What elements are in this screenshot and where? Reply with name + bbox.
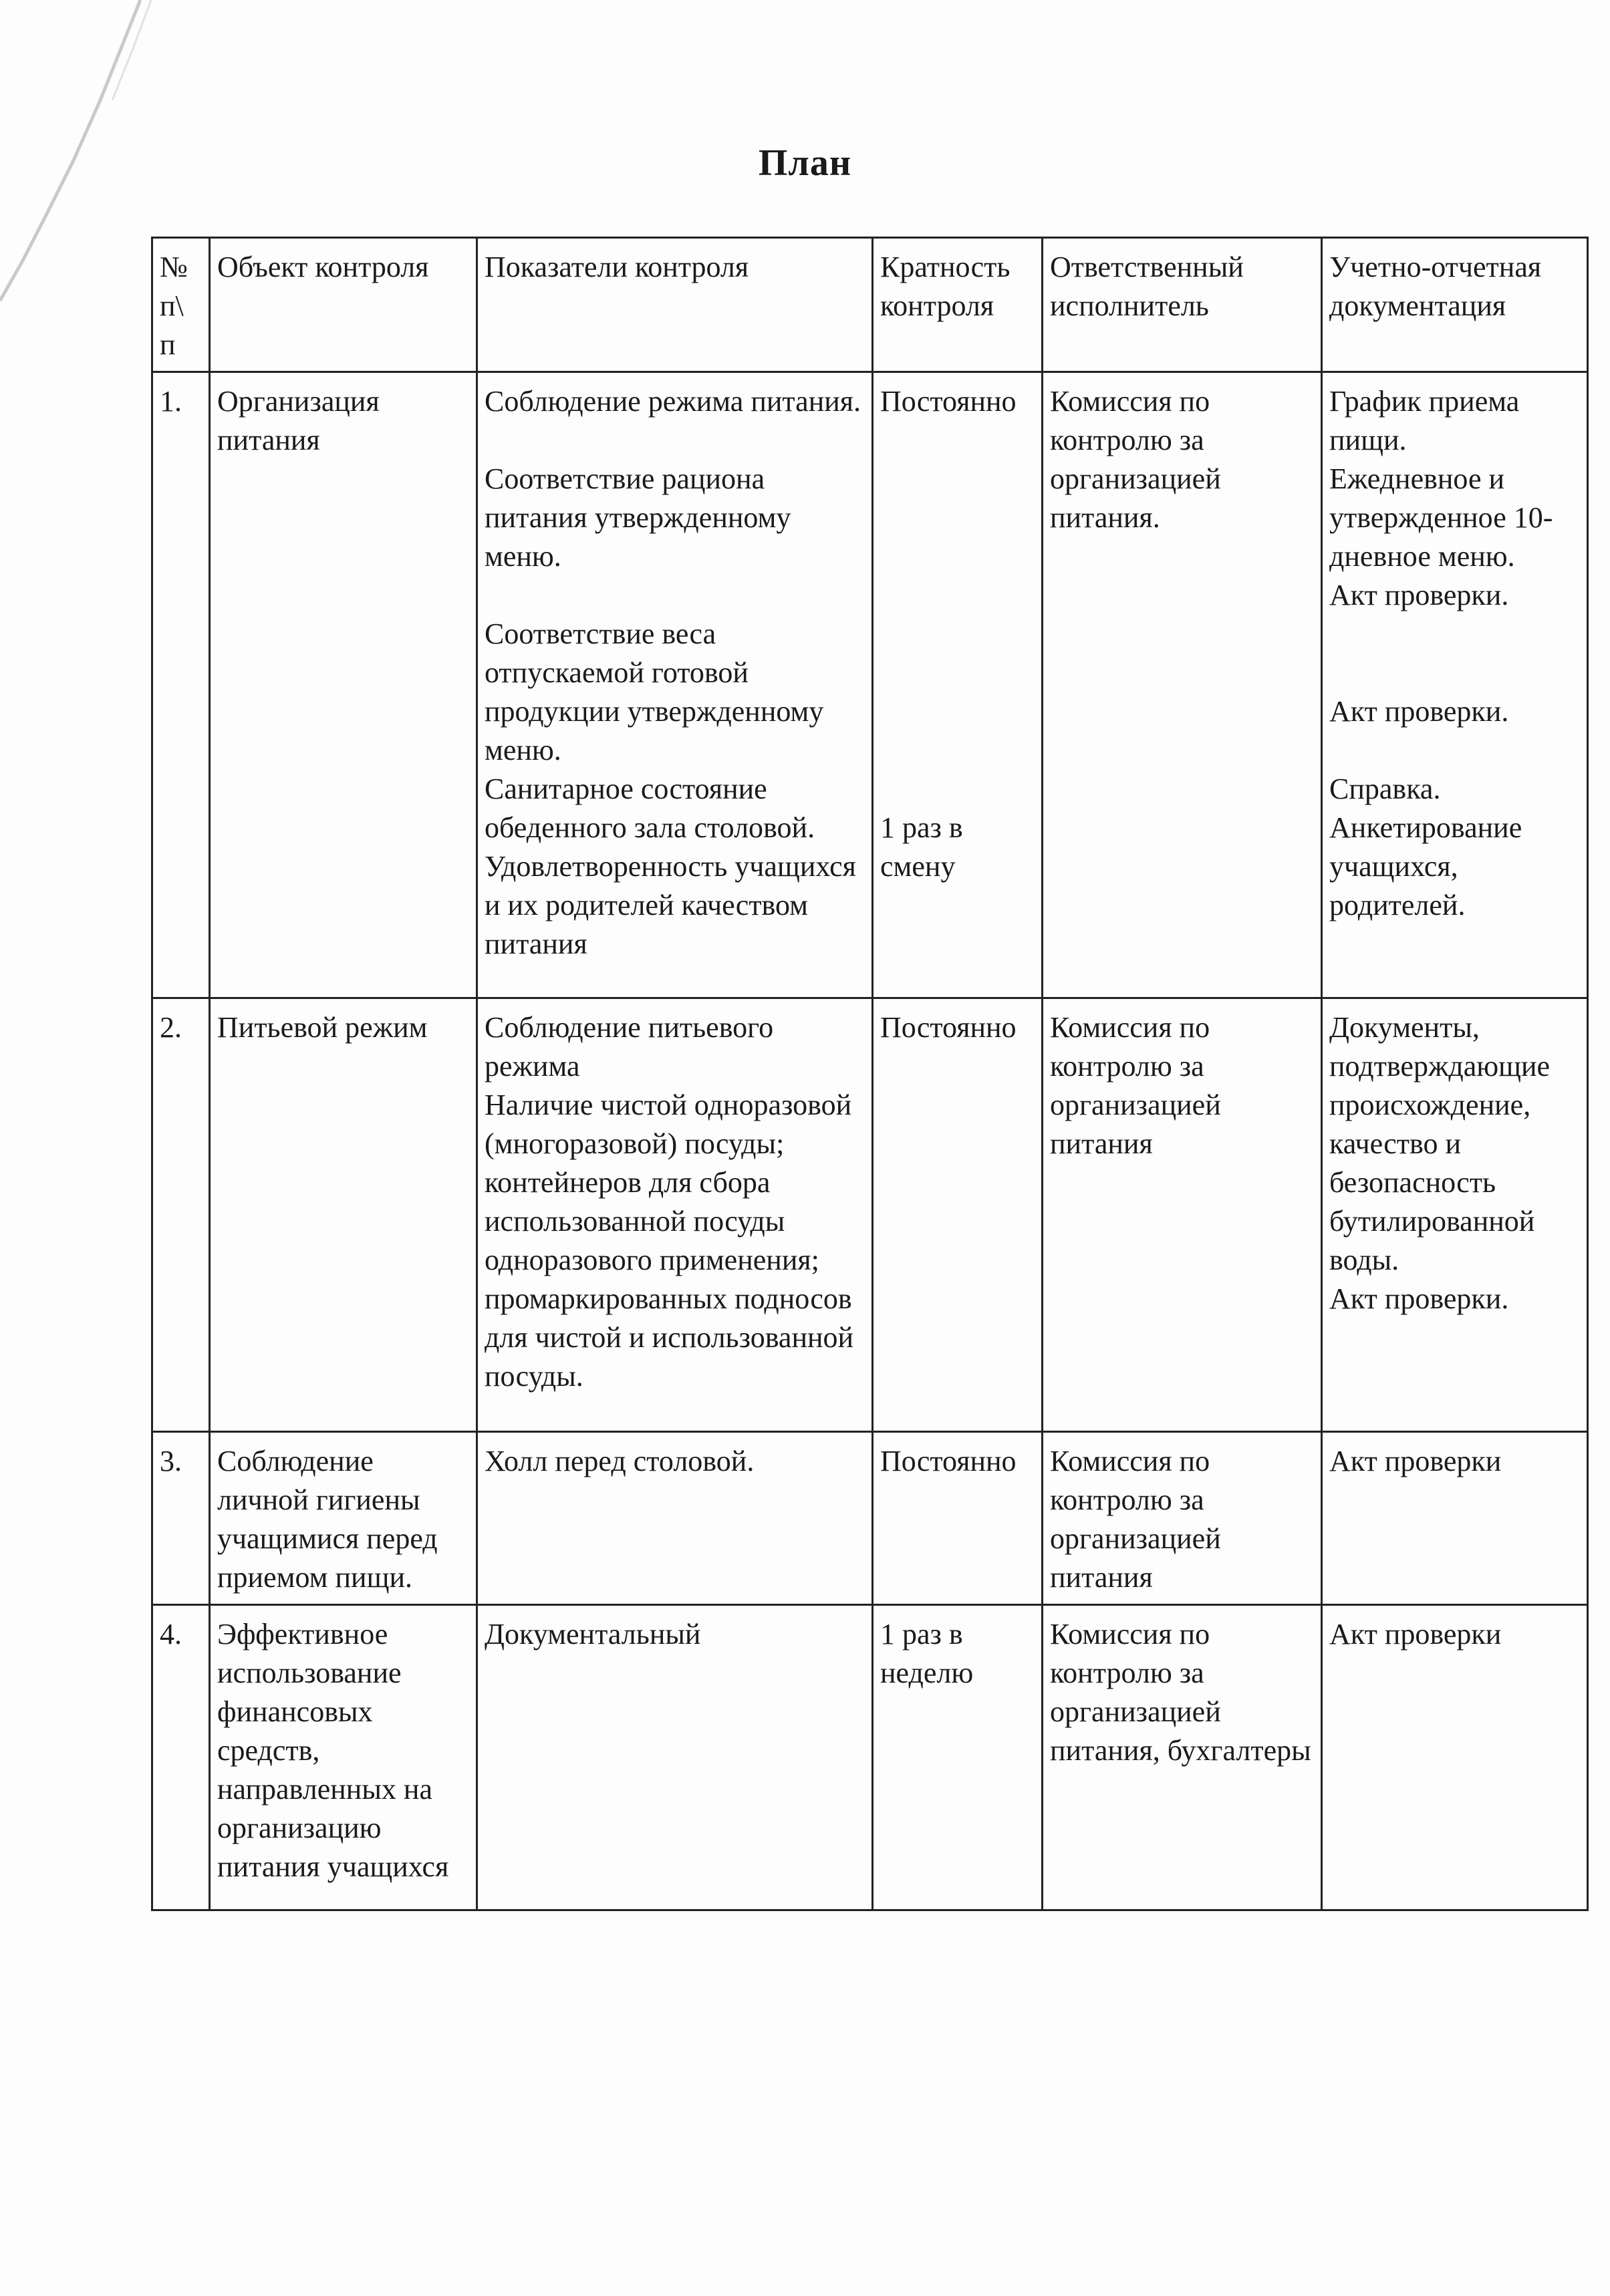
row-documentation: [1322, 1432, 1588, 1605]
row-number: 2.: [152, 998, 210, 1432]
frequency-text: 1 раз в смену: [880, 811, 963, 883]
indicator-text: Санитарное состояние обеденного зала столовой.: [485, 772, 815, 844]
indicator-text: Соблюдение режима питания.: [485, 385, 861, 418]
indicator-text: Соответствие рациона питания утвержденному меню.: [485, 462, 791, 573]
indicator-text: Холл перед столовой.: [485, 1445, 755, 1477]
frequency-text: 1 раз в неделю: [880, 1618, 974, 1689]
documentation-text: Ежедневное и утвержденное 10-дневное меню.: [1329, 462, 1553, 573]
indicator-text: Соответствие веса отпускаемой готовой продукции утвержденному меню.: [485, 617, 824, 766]
row-number: 1.: [152, 372, 210, 998]
row-documentation: [1322, 372, 1588, 998]
row-frequency: [873, 372, 1043, 998]
indicator-text: Наличие чистой одноразовой (многоразовой) посуды; контейнеров для сбора использованной посуды одноразового применения; промаркированных подносов для чистой и использованной посуды.: [485, 1089, 854, 1393]
row-object: Питьевой режим: [210, 998, 477, 1432]
documentation-text: Справка.: [1329, 772, 1441, 805]
row-indicators: [477, 1605, 873, 1910]
header-indicators: Показатели контроля: [477, 238, 873, 372]
documentation-text: График приема пищи.: [1329, 385, 1520, 456]
row-number: 3.: [152, 1432, 210, 1605]
row-frequency: [873, 1432, 1043, 1605]
row-responsible: Комиссия по контролю за организацией питания, бухгалтеры: [1043, 1605, 1322, 1910]
documentation-text: Документы, подтверждающие происхождение, качество и безопасность бутилированной воды.: [1329, 1011, 1551, 1276]
row-responsible: Комиссия по контролю за организацией питания: [1043, 1432, 1322, 1605]
indicator-text: Соблюдение питьевого режима: [485, 1011, 774, 1083]
table-row: [152, 998, 1588, 1432]
row-responsible: Комиссия по контролю за организацией питания: [1043, 998, 1322, 1432]
documentation-text: Акт проверки.: [1329, 695, 1509, 728]
row-object: Эффективное использование финансовых средств, направленных на организацию питания учащихся: [210, 1605, 477, 1910]
header-number: № п\ п: [152, 238, 210, 372]
table-row: [152, 1605, 1588, 1910]
documentation-text: Акт проверки.: [1329, 1282, 1509, 1315]
row-frequency: [873, 1605, 1043, 1910]
control-plan-table: [151, 237, 1589, 1911]
header-object: Объект контроля: [210, 238, 477, 372]
row-indicators: [477, 372, 873, 998]
documentation-text: Акт проверки.: [1329, 579, 1509, 611]
indicator-text: Документальный: [485, 1618, 701, 1651]
frequency-text: Постоянно: [880, 1445, 1017, 1477]
row-responsible: Комиссия по контролю за организацией питания.: [1043, 372, 1322, 998]
frequency-text: Постоянно: [880, 1011, 1017, 1044]
row-indicators: [477, 1432, 873, 1605]
row-documentation: [1322, 1605, 1588, 1910]
table-row: [152, 1432, 1588, 1605]
row-number: 4.: [152, 1605, 210, 1910]
frequency-text: Постоянно: [880, 385, 1017, 418]
row-object: Соблюдение личной гигиены учащимися перед приемом пищи.: [210, 1432, 477, 1605]
header-responsible: Ответственный исполнитель: [1043, 238, 1322, 372]
documentation-text: Анкетирование учащихся, родителей.: [1329, 811, 1522, 921]
row-indicators: [477, 998, 873, 1432]
header-frequency: Кратность контроля: [873, 238, 1043, 372]
row-frequency: [873, 998, 1043, 1432]
table-row: [152, 372, 1588, 998]
row-documentation: [1322, 998, 1588, 1432]
indicator-text: Удовлетворенность учащихся и их родителей качеством питания: [485, 850, 856, 960]
documentation-text: Акт проверки: [1329, 1618, 1502, 1651]
header-documentation: Учетно-отчетная документация: [1322, 238, 1588, 372]
documentation-text: Акт проверки: [1329, 1445, 1502, 1477]
row-object: Организация питания: [210, 372, 477, 998]
table-header-row: [152, 238, 1588, 372]
document-title: План: [758, 142, 852, 184]
